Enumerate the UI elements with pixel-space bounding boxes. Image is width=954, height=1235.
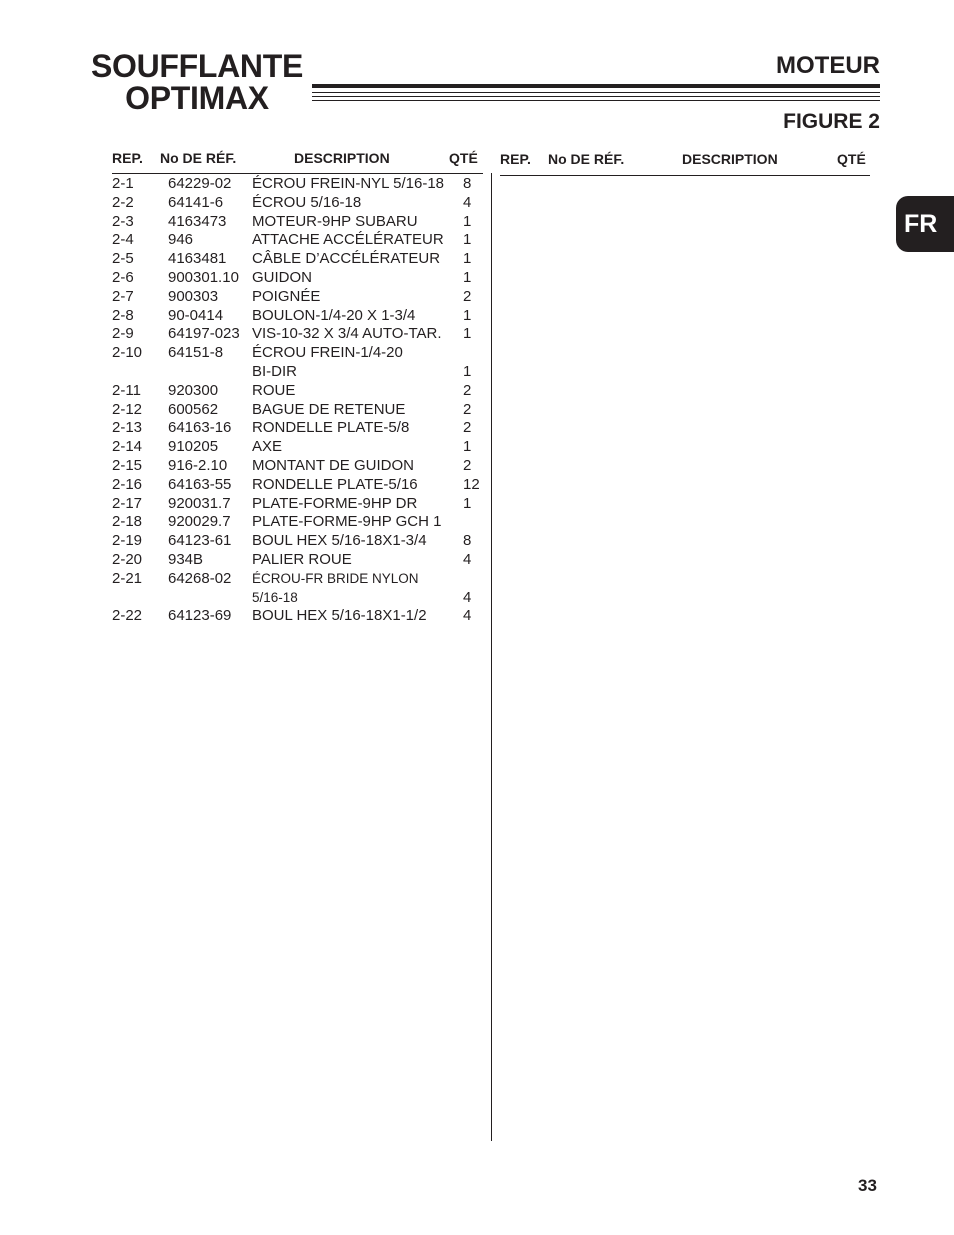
parts-row: [112, 513, 484, 532]
part-ref: 600562: [168, 400, 219, 418]
part-description: CÂBLE D’ACCÉLÉRATEUR: [252, 250, 441, 268]
parts-row: [112, 344, 484, 363]
part-description: BOULON-1/4-20 X 1-3/4: [252, 306, 416, 324]
part-description: RONDELLE PLATE-5/16: [252, 475, 418, 493]
part-qty: 4: [463, 607, 472, 625]
part-qty: 1: [463, 325, 472, 343]
part-rep: 2-6: [112, 268, 134, 286]
part-rep: 2-11: [112, 381, 141, 399]
right-header-description: DESCRIPTION: [682, 151, 778, 167]
parts-row: [112, 269, 484, 288]
part-rep: 2-7: [112, 287, 134, 305]
part-description: MONTANT DE GUIDON: [252, 456, 414, 474]
part-description: ÉCROU 5/16-18: [252, 193, 362, 211]
parts-row: [112, 307, 484, 326]
right-header-rule: [500, 175, 870, 176]
part-ref: 916-2.10: [168, 456, 228, 474]
column-divider: [491, 173, 492, 1141]
part-rep: 2-2: [112, 193, 134, 211]
part-description: ROUE: [252, 381, 296, 399]
part-ref: 64163-55: [168, 475, 232, 493]
parts-row: [112, 231, 484, 250]
parts-row: [112, 419, 484, 438]
part-qty: 1: [463, 494, 472, 512]
figure-label: FIGURE 2: [783, 110, 880, 133]
part-ref: 910205: [168, 438, 219, 456]
part-rep: 2-16: [112, 475, 143, 493]
part-description: AXE: [252, 438, 283, 456]
part-rep: 2-18: [112, 513, 143, 531]
part-ref: 946: [168, 231, 194, 249]
left-header-ref: No DE RÉF.: [160, 150, 237, 166]
part-description: BOUL HEX 5/16-18X1-1/2: [252, 607, 427, 625]
part-rep: 2-19: [112, 532, 143, 550]
part-qty: 1: [463, 268, 472, 286]
part-ref: 64123-61: [168, 532, 232, 550]
part-description: PLATE-FORME-9HP GCH 1: [252, 513, 442, 531]
title-line-1: SOUFFLANTE: [90, 48, 304, 84]
part-qty: 4: [463, 550, 472, 568]
parts-row: [112, 532, 484, 551]
part-ref: 64141-6: [168, 193, 224, 211]
parts-row: [112, 438, 484, 457]
part-ref: 900301.10: [168, 268, 239, 286]
part-rep: 2-22: [112, 607, 143, 625]
part-rep: 2-17: [112, 494, 143, 512]
parts-row: [112, 495, 484, 514]
part-qty: 2: [463, 287, 472, 305]
part-description: ÉCROU FREIN-1/4-20: [252, 344, 403, 362]
part-rep: 2-9: [112, 325, 134, 343]
parts-row: [112, 607, 484, 626]
part-ref: 4163481: [168, 250, 227, 268]
parts-row: [112, 551, 484, 570]
part-description: BI-DIR: [252, 362, 297, 380]
part-qty: 2: [463, 456, 472, 474]
left-header-rule: [112, 173, 483, 174]
part-ref: 64123-69: [168, 607, 232, 625]
part-description: RONDELLE PLATE-5/8: [252, 419, 410, 437]
part-ref: 920300: [168, 381, 219, 399]
part-ref: 900303: [168, 287, 219, 305]
title-line-2: OPTIMAX: [125, 80, 269, 116]
part-rep: 2-10: [112, 344, 143, 362]
part-qty: 4: [463, 588, 472, 606]
part-ref: 4163473: [168, 212, 227, 230]
part-description: PALIER ROUE: [252, 550, 352, 568]
part-description: GUIDON: [252, 268, 312, 286]
part-rep: 2-15: [112, 456, 143, 474]
section-title: MOTEUR: [776, 52, 880, 79]
right-header-ref: No DE RÉF.: [548, 151, 625, 167]
parts-row: [112, 589, 484, 608]
part-ref: 920029.7: [168, 513, 231, 531]
part-qty: 1: [463, 212, 472, 230]
part-qty: 1: [463, 250, 472, 268]
part-description: 5/16-18: [252, 589, 298, 605]
part-qty: 2: [463, 419, 472, 437]
part-rep: 2-20: [112, 550, 143, 568]
document-title: [88, 50, 306, 114]
parts-row: [112, 476, 484, 495]
parts-row: [112, 570, 484, 589]
part-qty: 12: [463, 475, 480, 493]
part-ref: 934B: [168, 550, 204, 568]
part-rep: 2-21: [112, 569, 143, 587]
left-header-qty: QTÉ: [449, 150, 478, 166]
parts-row: [112, 288, 484, 307]
part-qty: 2: [463, 400, 472, 418]
right-header-qty: QTÉ: [837, 151, 866, 167]
part-description: POIGNÉE: [252, 287, 321, 305]
part-qty: 8: [463, 175, 472, 192]
parts-list: [112, 175, 484, 626]
part-rep: 2-12: [112, 400, 143, 418]
part-description: PLATE-FORME-9HP DR: [252, 494, 418, 512]
part-qty: 1: [463, 306, 472, 324]
part-qty: 4: [463, 193, 472, 211]
part-qty: 8: [463, 532, 472, 550]
parts-row: [112, 175, 484, 194]
part-ref: 920031.7: [168, 494, 231, 512]
part-rep: 2-3: [112, 212, 134, 230]
part-description: BAGUE DE RETENUE: [252, 400, 406, 418]
parts-row: [112, 250, 484, 269]
part-qty: 1: [463, 438, 472, 456]
part-ref: 90-0414: [168, 306, 224, 324]
part-description: ATTACHE ACCÉLÉRATEUR: [252, 231, 444, 249]
part-ref: 64151-8: [168, 344, 224, 362]
part-qty: 1: [463, 362, 472, 380]
part-description: ÉCROU FREIN-NYL 5/16-18: [252, 175, 444, 192]
right-header-rep: REP.: [500, 151, 531, 167]
part-rep: 2-4: [112, 231, 134, 249]
part-rep: 2-1: [112, 175, 134, 192]
parts-row: [112, 325, 484, 344]
parts-row: [112, 382, 484, 401]
part-ref: 64163-16: [168, 419, 232, 437]
part-ref: 64229-02: [168, 175, 232, 192]
part-description: VIS-10-32 X 3/4 AUTO-TAR.: [252, 325, 442, 343]
part-rep: 2-5: [112, 250, 134, 268]
part-description: ÉCROU-FR BRIDE NYLON: [252, 570, 419, 586]
parts-row: [112, 194, 484, 213]
left-header-description: DESCRIPTION: [294, 150, 390, 166]
part-rep: 2-8: [112, 306, 134, 324]
part-qty: 2: [463, 381, 472, 399]
part-qty: 1: [463, 231, 472, 249]
part-ref: 64197-023: [168, 325, 240, 343]
parts-row: [112, 401, 484, 420]
page-number: 33: [858, 1176, 877, 1195]
parts-row: [112, 457, 484, 476]
part-ref: 64268-02: [168, 569, 232, 587]
part-description: BOUL HEX 5/16-18X1-3/4: [252, 532, 427, 550]
language-tab: FR: [896, 196, 954, 252]
part-rep: 2-14: [112, 438, 143, 456]
left-header-rep: REP.: [112, 150, 143, 166]
part-description: MOTEUR-9HP SUBARU: [252, 212, 418, 230]
parts-row: [112, 213, 484, 232]
part-rep: 2-13: [112, 419, 143, 437]
parts-row: [112, 363, 484, 382]
